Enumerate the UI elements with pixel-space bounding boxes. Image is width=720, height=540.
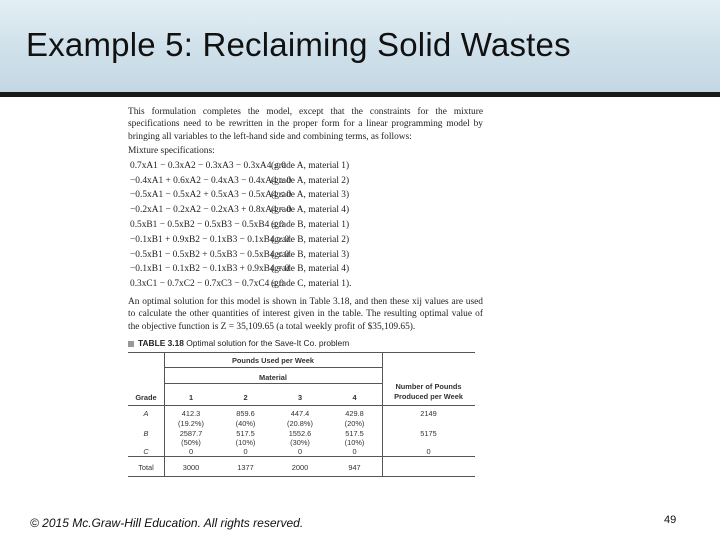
material-col-header: 4 [352, 393, 357, 402]
equation-tag: (grade B, material 4) [271, 264, 350, 275]
equation-tag: (grade B, material 2) [271, 234, 350, 245]
equation-tag: (grade C, material 1). [271, 279, 352, 290]
equation-row [128, 159, 483, 174]
equation: −0.2xA1 − 0.2xA2 − 0.2xA3 + 0.8xA4 = 0 [130, 205, 292, 216]
title-divider [0, 92, 720, 97]
percent-cell: (10%) [344, 438, 365, 447]
material-col-header: 2 [243, 393, 248, 402]
equation: −0.1xB1 + 0.9xB2 − 0.1xB3 − 0.1xB4 ≥ 0 [130, 234, 290, 245]
table-cell: 517.5 [236, 429, 255, 438]
material-header: Material [259, 373, 287, 382]
produced-header-line2: Produced per Week [394, 392, 463, 401]
document-excerpt [128, 106, 483, 342]
total-label: Total [138, 463, 154, 472]
equation-tag: (grade A, material 3) [271, 190, 350, 201]
equation-row [128, 277, 483, 292]
equation-row [128, 218, 483, 233]
table-caption-text: Optimal solution for the Save-It Co. problem [186, 338, 350, 348]
total-cell: 947 [348, 463, 361, 472]
equation-row [128, 173, 483, 188]
title-bar [0, 0, 720, 92]
caption-marker-icon [128, 341, 134, 347]
equation: −0.5xB1 − 0.5xB2 + 0.5xB3 − 0.5xB4 ≤ 0 [130, 249, 290, 260]
percent-cell: (10%) [235, 438, 256, 447]
intro-paragraph: This formulation completes the model, except that the constraints for the mixture specifications need to be rewritten in the proper form for a linear programming model by bringing all variables to the left-hand side and combining terms, as follows: [128, 107, 483, 142]
table-cell: 447.4 [290, 409, 310, 418]
percent-cell: (19.2%) [178, 419, 204, 428]
equation-row [128, 247, 483, 262]
equation: −0.5xA1 − 0.5xA2 + 0.5xA3 − 0.5xA4 ≤ 0 [130, 190, 292, 201]
equation-tag: (grade A, material 1) [271, 160, 350, 171]
percent-cell: (30%) [290, 438, 310, 447]
equation-row [128, 233, 483, 248]
total-cell: 3000 [182, 463, 200, 472]
table-cell: 0 [352, 447, 357, 456]
equation: −0.1xB1 − 0.1xB2 − 0.1xB3 + 0.9xB4 = 0 [130, 264, 290, 275]
table-bottom-rule [128, 476, 475, 477]
equation-tag: (grade A, material 2) [271, 175, 350, 186]
produced-cell: 0 [426, 447, 431, 456]
header-bottom-rule [128, 405, 475, 406]
equation-tag: (grade B, material 1) [271, 220, 350, 230]
percent-cell: (50%) [181, 438, 201, 447]
grade-header: Grade [135, 393, 157, 402]
total-cell: 2000 [291, 463, 309, 472]
equation-tag: (grade B, material 3) [271, 249, 350, 260]
outro-paragraph: An optimal solution for this model is shown in Table 3.18, and then these xij values are used to calculate the other quantities of interest given in the table. The resulting optimal value of the objective function is Z = 35,109.65 (a total weekly profit of $35,109.65). [128, 296, 483, 332]
equation-row [128, 203, 483, 218]
grade-cell: A [143, 409, 149, 418]
table-label: TABLE 3.18 [138, 338, 184, 348]
material-header-rule [164, 383, 382, 384]
table-cell: 1552.6 [288, 429, 312, 438]
group-header-rule [164, 367, 382, 368]
percent-cell: (20%) [344, 419, 365, 428]
table-cell: 2587.7 [179, 429, 203, 438]
equation-row [128, 262, 483, 277]
percent-cell: (20.8%) [287, 419, 313, 428]
equation: 0.5xB1 − 0.5xB2 − 0.5xB3 − 0.5xB4 ≤ 0 [130, 220, 284, 230]
table-cell: 0 [297, 447, 303, 456]
table-caption [128, 338, 483, 348]
grade-cell: B [143, 429, 149, 438]
slide-title: Example 5: Reclaiming Solid Wastes [26, 26, 571, 63]
solution-table [128, 352, 475, 479]
table-cell: 859.6 [236, 409, 255, 418]
percent-cell: (40%) [235, 419, 256, 428]
equation-row [128, 188, 483, 203]
equation: 0.7xA1 − 0.3xA2 − 0.3xA3 − 0.3xA4 ≤ 0 [130, 160, 286, 171]
page-number: 49 [664, 514, 677, 526]
table-cell: 412.3 [181, 409, 201, 418]
group-header: Pounds Used per Week [231, 356, 314, 365]
material-col-header: 1 [188, 393, 194, 402]
table-top-rule [128, 352, 475, 353]
material-col-header: 3 [297, 393, 303, 402]
equation: 0.3xC1 − 0.7xC2 − 0.7xC3 − 0.7xC4 ≤ 0 [130, 279, 284, 290]
total-cell: 1377 [237, 463, 254, 472]
produced-cell: 5175 [420, 429, 437, 438]
total-separator-rule [128, 456, 475, 457]
spec-heading: Mixture specifications: [128, 146, 215, 157]
table-cell: 429.8 [345, 409, 364, 418]
produced-header-line1: Number of Pounds [395, 382, 462, 391]
equation: −0.4xA1 + 0.6xA2 − 0.4xA3 − 0.4xA4 ≥ 0 [130, 175, 292, 186]
grade-cell: C [143, 447, 149, 456]
table-cell: 517.5 [345, 429, 364, 438]
table-cell: 0 [243, 447, 248, 456]
copyright-footer: © 2015 Mc.Graw-Hill Education. All rights reserved. [30, 516, 304, 530]
equation-list [128, 159, 483, 292]
equation-tag: (grade A, material 4) [271, 205, 350, 216]
table-cell: 0 [188, 447, 194, 456]
produced-cell: 2149 [420, 409, 437, 418]
